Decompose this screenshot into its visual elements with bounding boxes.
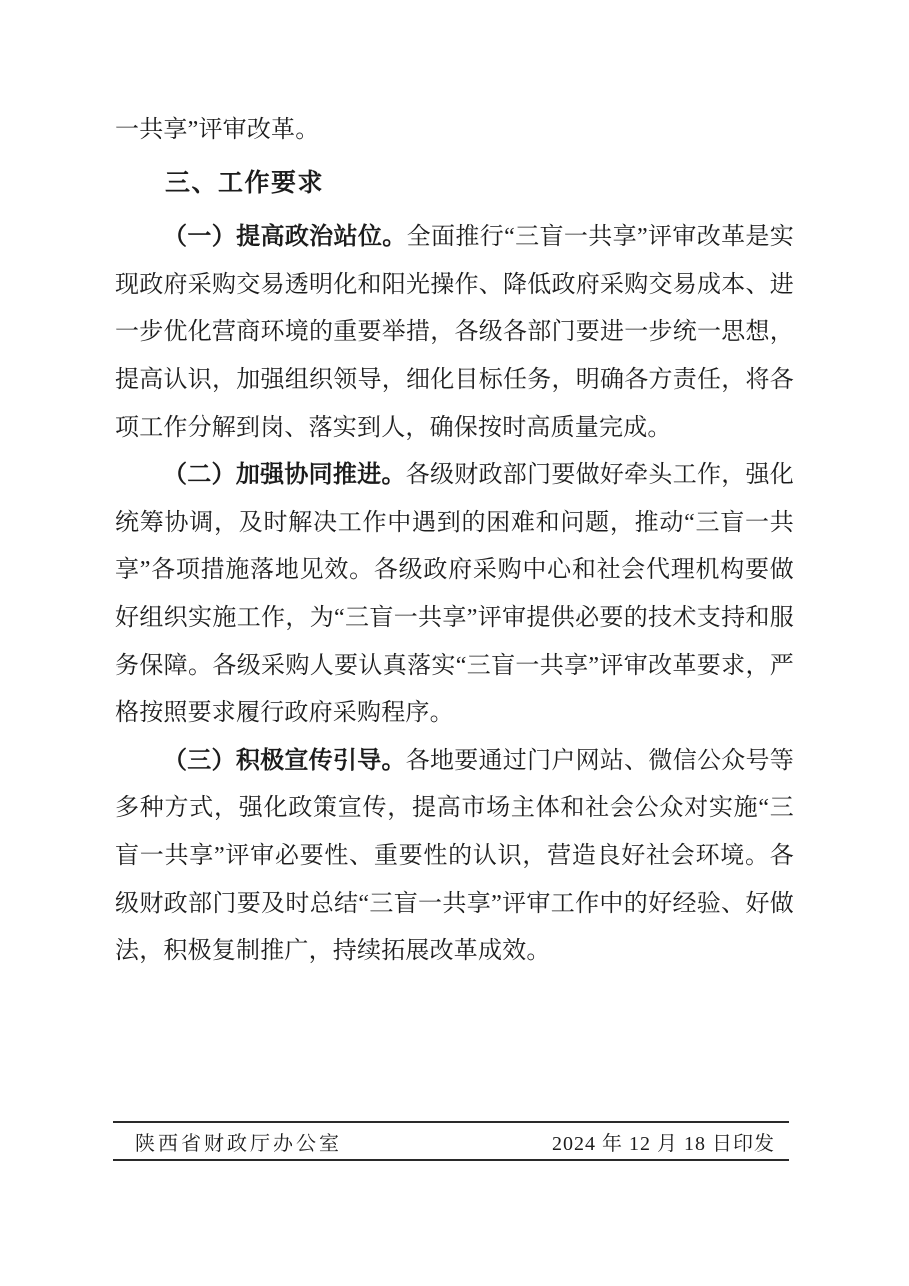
paragraph [115, 452, 794, 738]
paragraph [115, 214, 794, 452]
paragraph-text: 各级财政部门要做好牵头工作，强化统筹协调，及时解决工作中遇到的困难和问题，推动“三盲一共享”各项措施落地见效。各级政府采购中心和社会代理机构要做好组织实施工作，为“三盲一共享”评审提供必要的技术支持和服务保障。各级采购人要认真落实“三盲一共享”评审改革要求，严格按照要求履行政府采购程序。 [115, 462, 794, 727]
paragraph-text: 各地要通过门户网站、微信公众号等多种方式，强化政策宣传，提高市场主体和社会公众对实施“三盲一共享”评审必要性、重要性的认识，营造良好社会环境。各级财政部门要及时总结“三盲一共享”评审工作中的好经验、好做法，积极复制推广，持续拓展改革成效。 [115, 747, 794, 965]
print-date: 2024 年 12 月 18 日印发 [552, 1132, 775, 1155]
paragraph-lead: （三）积极宣传引导。 [163, 747, 406, 774]
document-body [115, 107, 794, 976]
section-heading: 三、工作要求 [165, 168, 325, 197]
paragraph-continuation: 一共享”评审改革。 [115, 117, 320, 143]
colophon [113, 1121, 789, 1161]
paragraph-lead: （二）加强协同推进。 [163, 462, 406, 489]
paragraph-lead: （一）提高政治站位。 [163, 224, 407, 251]
paragraph-text: 全面推行“三盲一共享”评审改革是实现政府采购交易透明化和阳光操作、降低政府采购交易成本、进一步优化营商环境的重要举措，各级各部门要进一步统一思想，提高认识，加强组织领导，细化目标任务，明确各方责任，将各项工作分解到岗、落实到人，确保按时高质量完成。 [115, 224, 794, 441]
issuing-office: 陕西省财政厅办公室 [135, 1132, 342, 1155]
paragraph [115, 738, 794, 976]
